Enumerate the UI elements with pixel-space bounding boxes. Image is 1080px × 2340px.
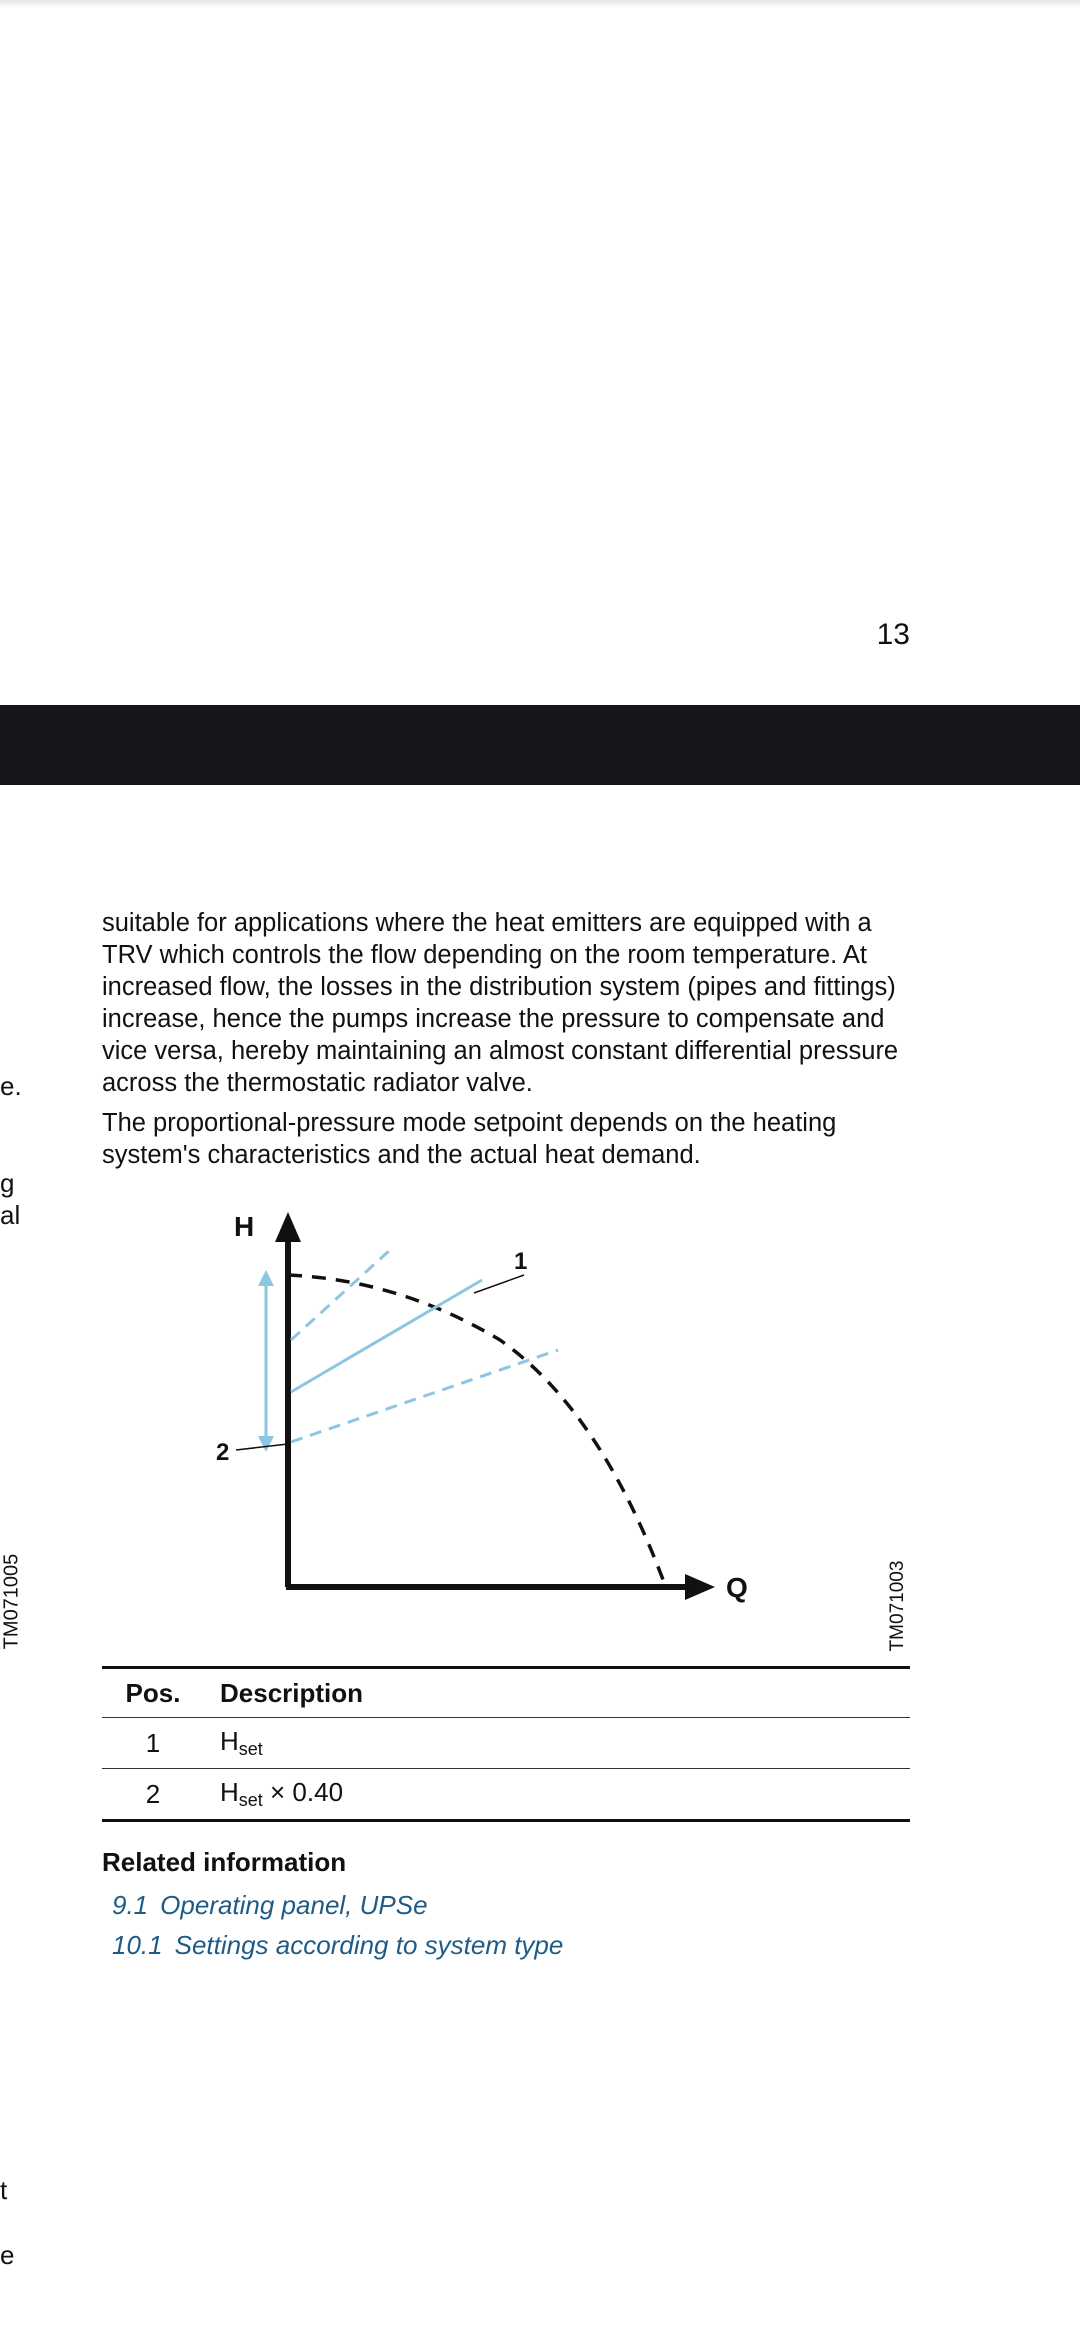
related-link-operating-panel[interactable] [112,1890,428,1921]
related-link-settings[interactable] [112,1930,563,1961]
related-information-heading: Related information [102,1847,347,1877]
cell-pos: 1 [102,1718,204,1769]
cell-pos: 2 [102,1769,204,1821]
desc-subscript: set [238,1790,263,1810]
section-header-band [0,705,1080,785]
callout-1-leader [474,1275,524,1293]
cell-description [204,1769,910,1821]
proportional-pressure-diagram [200,1200,760,1620]
left-column-fragment: e. [0,1071,22,1101]
left-column-fragment: e [0,2240,15,2270]
x-axis-arrow-icon [685,1574,715,1600]
header-description: Description [204,1668,910,1718]
desc-main: H [220,1726,239,1756]
left-column-fragment: al [0,1200,21,1230]
left-figure-code: TM071005 [0,1553,23,1650]
cell-description [204,1718,910,1769]
table-row [102,1718,910,1769]
callout-1-label: 1 [514,1248,528,1275]
body-paragraph-1: suitable for applications where the heat emitters are equipped with a TRV which controls the flow depending on the room temperature. At increased flow, the losses in the distribution system (pipes and fittings) increase, hence the pumps increase the pressure to compensate and vice versa, hereby maintaining an almost constant differential pressure across the thermostatic radiator valve. [102,909,899,1097]
callout-2-label: 2 [216,1439,230,1466]
body-paragraph-2: The proportional-pressure mode setpoint depends on the heating system's characteristics and the actual heat demand. [102,1109,837,1169]
pump-max-curve [288,1275,665,1585]
setpoint-line-lower-dashed [291,1350,558,1442]
y-axis-arrow-icon [275,1212,301,1242]
range-arrow-down-icon [258,1436,274,1452]
top-shadow [0,0,1080,8]
header-pos: Pos. [102,1668,204,1718]
table-row [102,1769,910,1821]
related-link-label: Operating panel, UPSe [160,1890,428,1920]
left-column-fragment: t [0,2175,8,2205]
y-axis-label: H [234,1211,255,1242]
page-number: 13 [876,618,910,651]
desc-main: H [220,1777,239,1807]
table-header-row [102,1668,910,1718]
desc-tail: × 0.40 [262,1777,344,1807]
related-link-label: Settings according to system type [174,1930,564,1960]
figure-code: TM071003 [887,1560,908,1652]
left-column-fragment: g [0,1168,15,1198]
range-arrow-up-icon [258,1270,274,1286]
related-link-number: 9.1 [112,1890,149,1920]
setpoint-line-upper-dashed [291,1250,390,1340]
setpoint-line-solid [291,1280,482,1392]
x-axis-label: Q [726,1572,748,1603]
callout-2-leader [236,1444,288,1450]
related-link-number: 10.1 [112,1930,163,1960]
position-table [102,1666,910,1822]
desc-subscript: set [238,1739,263,1759]
